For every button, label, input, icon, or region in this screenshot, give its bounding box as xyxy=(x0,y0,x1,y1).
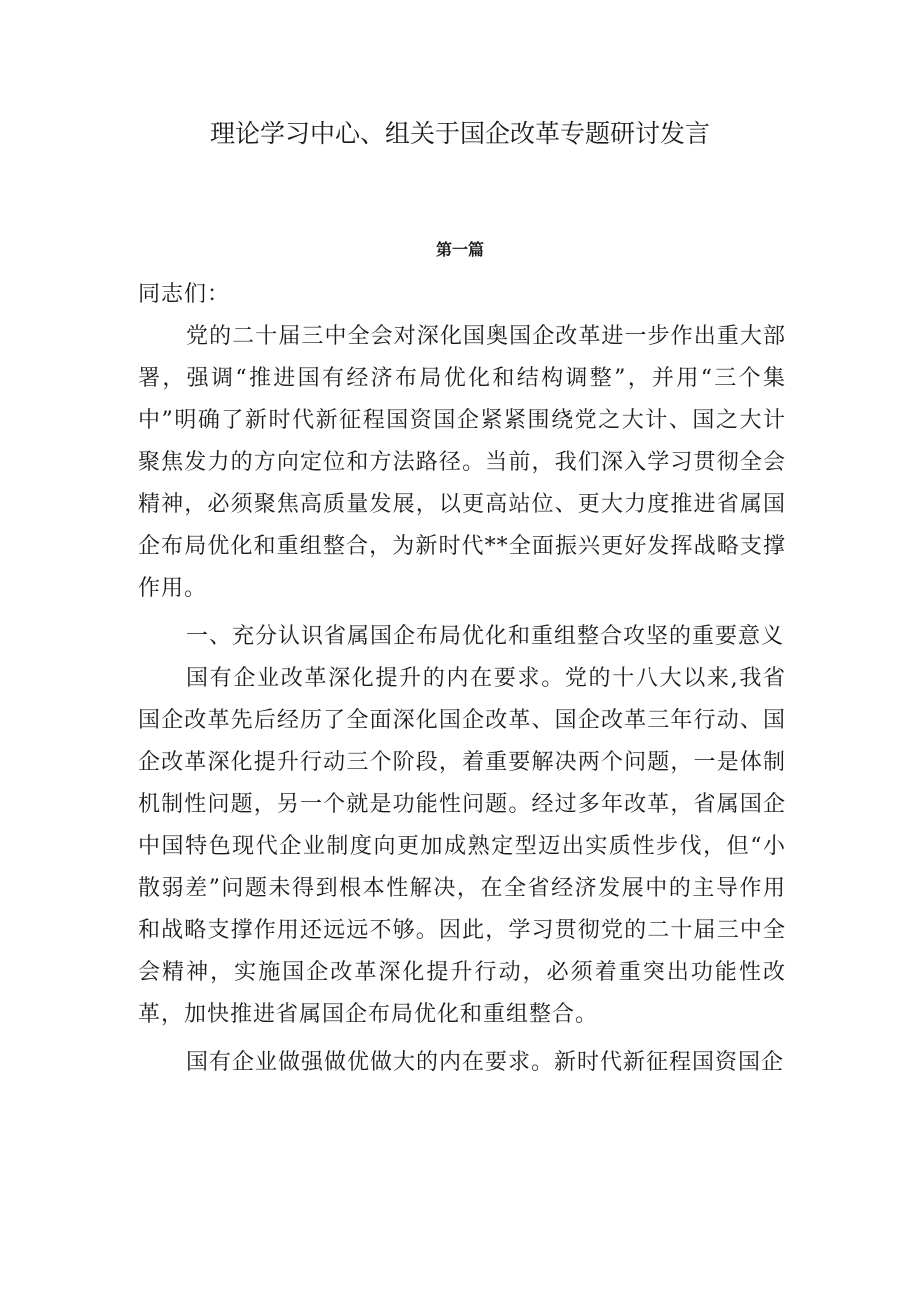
document-subtitle: 第一篇 xyxy=(435,240,484,259)
section-heading: 一、充分认识省属国企布局优化和重组整合攻坚的重要意义 xyxy=(186,624,785,649)
document-body xyxy=(138,274,786,1084)
paragraph: 国有企业做强做优做大的内在要求。新时代新征程国资国企 xyxy=(186,1050,785,1075)
document-title: 理论学习中心、组关于国企改革专题研讨发言 xyxy=(209,119,710,148)
salutation: 同志们： xyxy=(138,282,231,307)
paragraph: 国有企业改革深化提升的内在要求。党的十八大以来,我省国企改革先后经历了全面深化国企改革、国企改革三年行动、国企改革深化提升行动三个阶段，着重要解决两个问题，一是体制机制性问题，另一个就是功能性问题。经过多年改革，省属国企中国特色现代企业制度向更加成熟定型迈出实质性步伐，但“小散弱差”问题未得到根本性解决，在全省经济发展中的主导作用和战略支撑作用还远远不够。因此，学习贯彻党的二十届三中全会精神，实施国企改革深化提升行动，必须着重突出功能性改革，加快推进省属国企布局优化和重组整合。 xyxy=(138,666,786,1027)
paragraph: 党的二十届三中全会对深化国奥国企改革进一步作出重大部署，强调“推进国有经济布局优化和结构调整”，并用“三个集中”明确了新时代新征程国资国企紧紧围绕党之大计、国之大计聚焦发力的方向定位和方法路径。当前，我们深入学习贯彻全会精神，必须聚焦高质量发展，以更高站位、更大力度推进省属国企布局优化和重组整合，为新时代**全面振兴更好发挥战略支撑作用。 xyxy=(138,324,786,601)
